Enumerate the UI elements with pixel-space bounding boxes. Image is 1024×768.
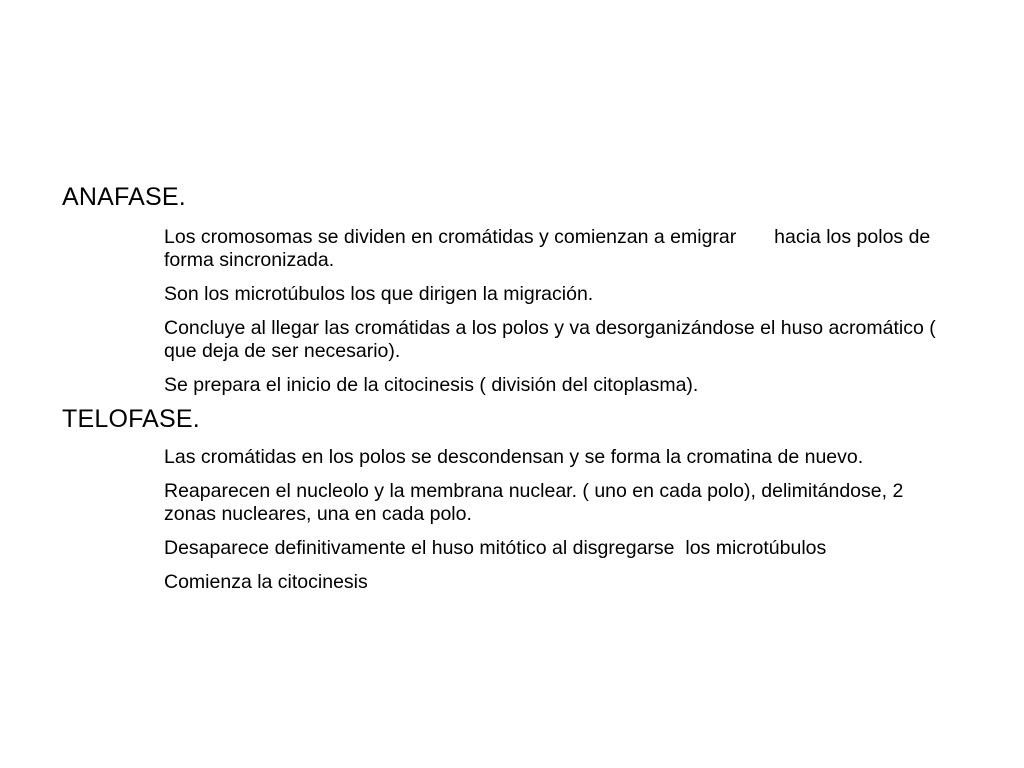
list-item: Son los microtúbulos los que dirigen la migración.: [164, 283, 594, 305]
list-item: Los cromosomas se dividen en cromátidas y comienzan a emigrar hacia los polos de forma sincronizada.: [164, 226, 936, 271]
list-item: Se prepara el inicio de la citocinesis ( división del citoplasma).: [164, 374, 699, 396]
list-item: Desaparece definitivamente el huso mitótico al disgregarse los microtúbulos: [164, 537, 827, 559]
slide-content: [62, 182, 962, 605]
list-item: Reaparecen el nucleolo y la membrana nuclear. ( uno en cada polo), delimitándose, 2 zonas nucleares, una en cada polo.: [164, 480, 904, 525]
list-item: Comienza la citocinesis: [164, 571, 368, 593]
list-item: Las cromátidas en los polos se descondensan y se forma la cromatina de nuevo.: [164, 446, 864, 468]
section-telofase: [62, 404, 962, 594]
section-heading-anafase: ANAFASE.: [62, 183, 186, 211]
anafase-list: [62, 226, 962, 397]
telofase-list: [62, 446, 962, 594]
list-item: Concluye al llegar las cromátidas a los polos y va desorganizándose el huso acromático ( que deja de ser necesario).: [164, 317, 936, 362]
section-heading-telofase: TELOFASE.: [62, 405, 200, 433]
section-anafase: [62, 182, 962, 397]
